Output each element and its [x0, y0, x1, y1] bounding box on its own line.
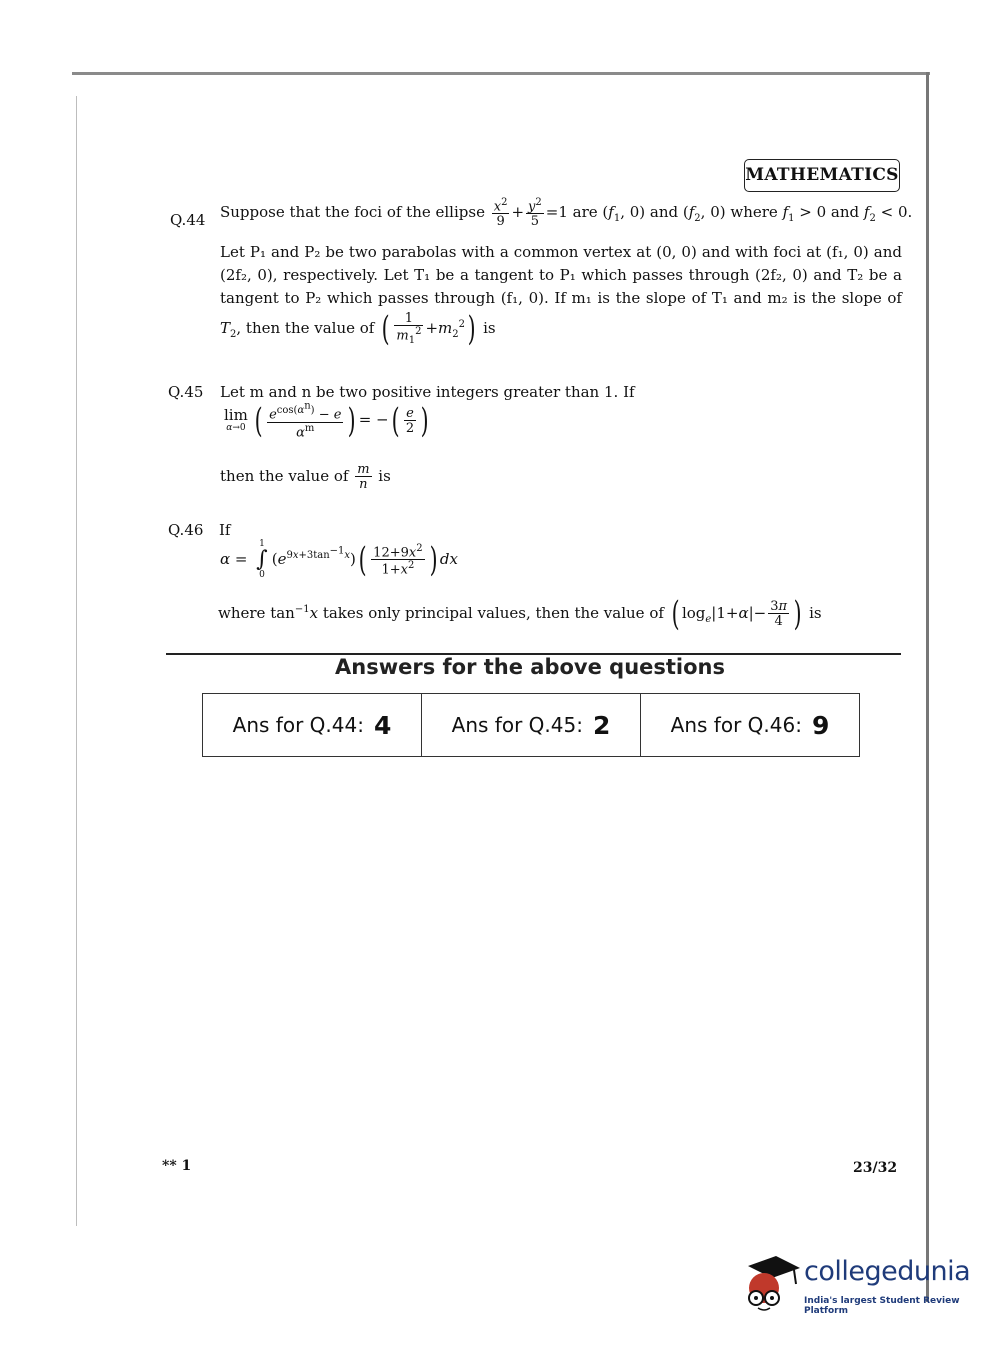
mascot-icon: [742, 1252, 802, 1314]
top-border: [72, 72, 930, 75]
question-45-intro: Let m and n be two positive integers greater than 1. If: [220, 383, 635, 401]
question-44-line-4: tangent to P₂ which passes through (f₁, 0). If m₁ is the slope of T₁ and m₂ is the slope of: [220, 289, 902, 307]
question-45-limit: lim α→0 ( $\frac{e^{cos(\alpha^n)} - e}{\alpha^m}$ ) = −( $\frac{e}{2}$ ): [224, 400, 429, 441]
question-46-ask: where $\tan^{-1}x$ takes only principal values, then the value of ( $\log_e|1+\alpha|-$ $\frac{3\pi}{4}$ ) is: [218, 594, 822, 634]
question-44-line-1: Suppose that the foci of the ellipse $\frac{x^2}{9}$ + $\frac{y^2}{5}$ =1 are ($f_1$, 0) and ($f_2$, 0) where $f_1 > 0$ and $f_2 < 0$.: [220, 197, 913, 230]
answer-cell-44: [203, 694, 422, 756]
question-46-intro: If: [219, 521, 231, 539]
answer-value: 2: [592, 710, 611, 740]
answer-cell-45: [422, 694, 641, 756]
footer-code: ** 1: [162, 1158, 192, 1174]
right-border: [926, 72, 929, 1302]
question-44-line-5: $T_2$, then the value of ( $\frac{1}{m_1^2}$ $+m_2^2$) is: [220, 309, 496, 349]
answers-table: [202, 693, 860, 757]
answer-label: Ans for Q.45:: [451, 713, 583, 737]
answer-cell-46: [641, 694, 859, 756]
logo-tagline: India's largest Student Review Platform: [804, 1296, 960, 1316]
question-number-46: Q.46: [168, 521, 204, 539]
question-number-45: Q.45: [168, 383, 204, 401]
answer-label: Ans for Q.46:: [670, 713, 802, 737]
question-46-integral: α = 1 ∫ 0 $(e^{9x+3tan^{-1}x})$( $\frac{12+9x^2}{1+x^2}$ ) dx: [220, 539, 458, 580]
collegedunia-logo: [742, 1252, 972, 1314]
subject-label: MATHEMATICS: [744, 159, 900, 192]
logo-name: collegedunia: [804, 1256, 971, 1287]
answer-value: 4: [373, 710, 392, 740]
question-44-line-2: Let P₁ and P₂ be two parabolas with a common vertex at (0, 0) and with foci at (f₁, 0) and: [220, 243, 902, 261]
question-number-44: Q.44: [170, 211, 206, 229]
answer-value: 9: [811, 710, 830, 740]
answers-title: Answers for the above questions: [335, 655, 725, 679]
left-border: [76, 96, 77, 1226]
answer-label: Ans for Q.44:: [232, 713, 364, 737]
question-44-line-3: (2f₂, 0), respectively. Let T₁ be a tangent to P₁ which passes through (2f₂, 0) and T₂ be a: [220, 266, 902, 284]
page-number: 23/32: [853, 1160, 898, 1176]
question-45-ask: then the value of $\frac{m}{n}$ is: [220, 462, 391, 492]
